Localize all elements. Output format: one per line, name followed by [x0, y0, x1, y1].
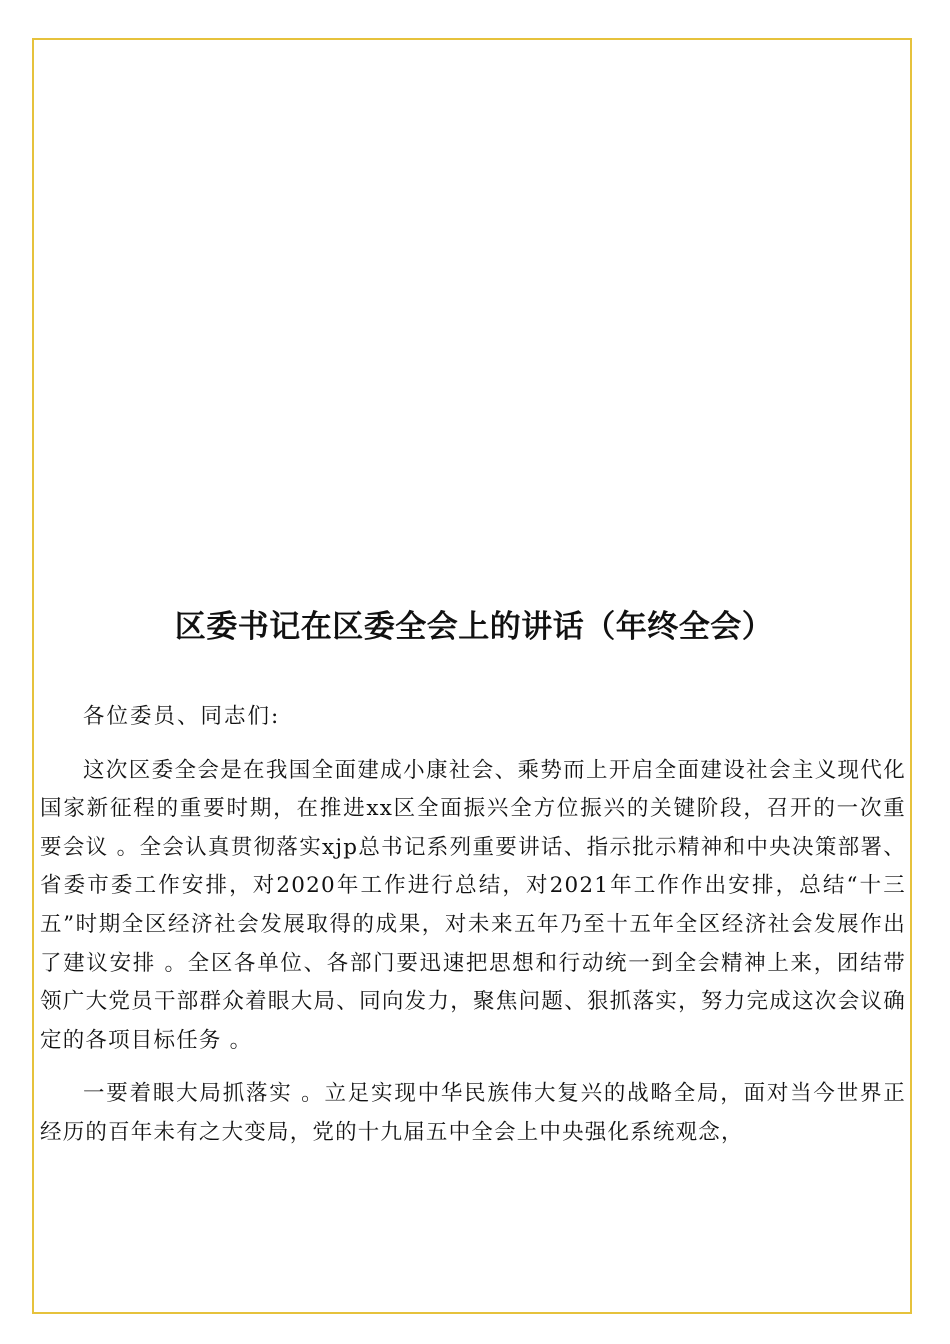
- document-body: [40, 698, 906, 1168]
- paragraph-1: 这次区委全会是在我国全面建成小康社会、乘势而上开启全面建设社会主义现代化国家新征程的重要时期，在推进xx区全面振兴全方位振兴的关键阶段，召开的一次重要会议 。全会认真贯彻落实xjp总书记系列重要讲话、指示批示精神和中央决策部署、省委市委工作安排，对2020年工作进行总结，对2021年工作作出安排，总结“十三五”时期全区经济社会发展取得的成果，对未来五年乃至十五年全区经济社会发展作出了建议安排 。全区各单位、各部门要迅速把思想和行动统一到全会精神上来，团结带领广大党员干部群众着眼大局、同向发力，聚焦问题、狠抓落实，努力完成这次会议确定的各项目标任务 。: [40, 757, 906, 1053]
- greeting: 各位委员、同志们:: [83, 704, 281, 729]
- paragraph-2: 一要着眼大局抓落实 。立足实现中华民族伟大复兴的战略全局，面对当今世界正经历的百年未有之大变局，党的十九届五中全会上中央强化系统观念，: [40, 1081, 906, 1145]
- document-title: 区委书记在区委全会上的讲话（年终全会）: [174, 608, 774, 645]
